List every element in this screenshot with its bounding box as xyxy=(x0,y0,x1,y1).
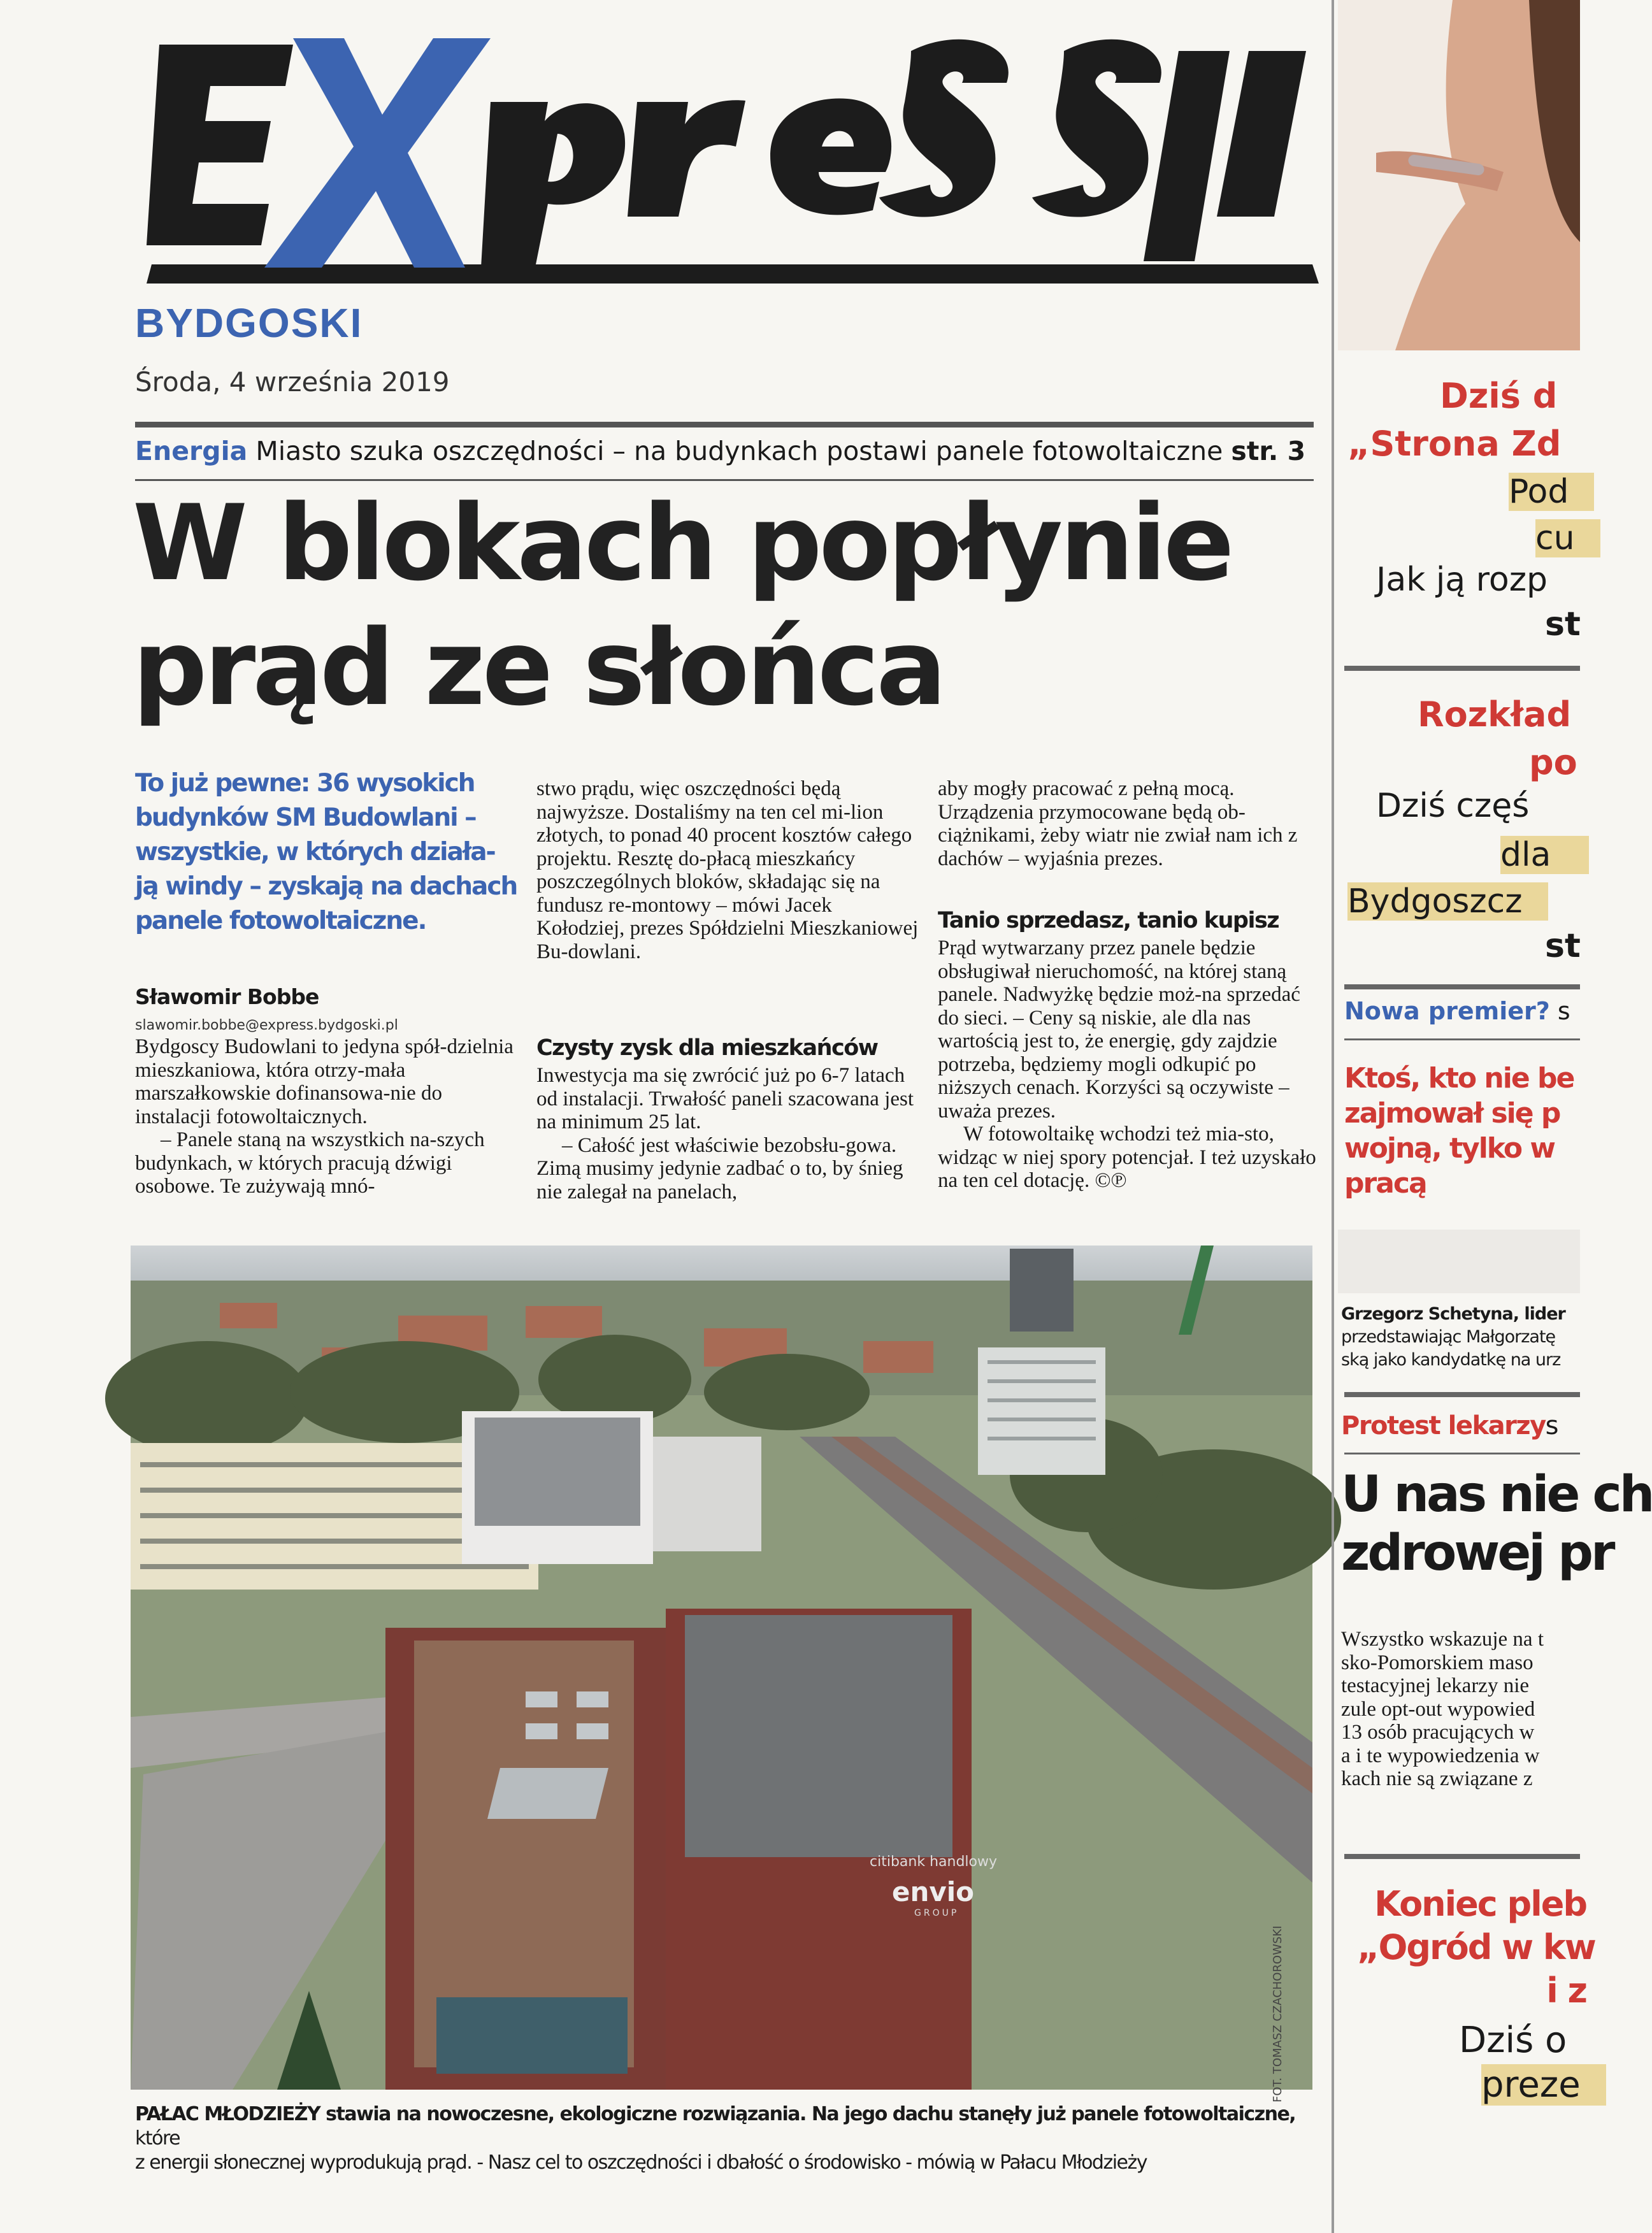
protest-body xyxy=(1341,1628,1544,1791)
promo-3-title xyxy=(1357,1883,1595,2013)
politics-headline xyxy=(1344,1061,1574,1201)
teaser-text: Miasto szuka oszczędności – na budynkach postawi panele fotowoltaiczne xyxy=(255,436,1223,466)
promo-3-title-2: „Ogród w kw xyxy=(1357,1927,1595,1967)
paragraph: – Panele staną na wszystkich na-szych budynkach, w których pracują dźwigi osobowe. Te zużywają mnó- xyxy=(135,1128,485,1198)
column-1-body xyxy=(135,1035,517,1198)
promo-3-line-2: preze xyxy=(1481,2064,1606,2106)
issue-date: Środa, 4 września 2019 xyxy=(135,366,450,398)
schetyna-line-3: ską jako kandydatkę na urz xyxy=(1341,1350,1561,1370)
protest-head-1: U nas nie ch xyxy=(1341,1466,1652,1523)
promo-1-title-2: „Strona Zd xyxy=(1347,424,1562,464)
model-photo xyxy=(1338,0,1580,350)
protest-text-7: kach nie są związane z xyxy=(1341,1767,1533,1790)
building-sign-citibank: citibank handlowy xyxy=(870,1854,997,1870)
promo-2-line-2: dla xyxy=(1500,836,1589,874)
politics-line-2: zajmował się p xyxy=(1344,1097,1560,1130)
photo-caption xyxy=(135,2102,1307,2175)
protest-rest: s xyxy=(1545,1411,1558,1440)
edition-name: BYDGOSKI xyxy=(135,300,363,346)
sidebar xyxy=(1338,0,1652,2233)
column-3-body xyxy=(938,777,1320,870)
promo-2-line-3: Bydgoszcz xyxy=(1347,882,1548,921)
sidebar-rule xyxy=(1344,1453,1580,1454)
promo-2-line-4: st xyxy=(1545,927,1581,965)
headline xyxy=(133,481,1232,731)
promo-3-title-1: Koniec pleb xyxy=(1374,1884,1586,1924)
sidebar-rule xyxy=(1344,1392,1580,1397)
sidebar-rule xyxy=(1344,1038,1580,1040)
protest-text-5: 13 osób pracujących w xyxy=(1341,1721,1535,1744)
sidebar-rule xyxy=(1344,984,1580,989)
promo-1-line-2: cu xyxy=(1535,519,1600,557)
headline-line-2: prąd ze słońca xyxy=(133,607,944,729)
photo-credit: FOT. TOMASZ CZACHOROWSKI xyxy=(1271,1925,1284,2102)
protest-text-1: Wszystko wskazuje na t xyxy=(1341,1628,1544,1651)
promo-2-line-1: Dziś częś xyxy=(1376,787,1530,825)
promo-2-title-1: Rozkład xyxy=(1418,694,1572,735)
protest-text-4: zule opt-out wypowied xyxy=(1341,1697,1535,1721)
column-2-body-2 xyxy=(536,1064,919,1203)
promo-2-title-2: po xyxy=(1529,742,1577,782)
author-name: Sławomir Bobbe xyxy=(135,984,319,1009)
politician-photo xyxy=(1338,1230,1580,1293)
protest-text-6: a i te wypowiedzenia w xyxy=(1341,1744,1540,1767)
teaser-label: Energia xyxy=(135,436,248,466)
protest-teaser xyxy=(1341,1411,1558,1440)
schetyna-bold: Grzegorz Schetyna, lider xyxy=(1341,1304,1565,1324)
protest-headline xyxy=(1341,1465,1652,1583)
protest-text-3: testacyjnej lekarzy nie xyxy=(1341,1674,1530,1697)
caption-rest-1: które xyxy=(135,2127,180,2150)
promo-1-line-3: Jak ją rozp xyxy=(1376,561,1548,599)
masthead xyxy=(134,25,1319,293)
caption-rest-2: z energii słonecznej wyprodukują prąd. - Nasz cel to oszczędności i dbałość o środowisko - mówią w Pałacu Młodzieży xyxy=(135,2151,1147,2174)
promo-3-line-1: Dziś o xyxy=(1459,2020,1567,2061)
promo-1-line-1: Pod xyxy=(1509,473,1594,511)
building-sign-envio: envio xyxy=(892,1876,975,1907)
politics-line-3: wojną, tylko w xyxy=(1344,1132,1555,1165)
premier-label: Nowa premier? xyxy=(1344,997,1550,1025)
paragraph: aby mogły pracować z pełną mocą. Urządzenia przymocowane będą ob-ciążnikami, żeby wiatr nie zwiał nam ich z dachów – wyjaśnia prezes. xyxy=(938,777,1298,870)
teaser-line xyxy=(135,436,1314,466)
promo-3-title-3: i z xyxy=(1546,1971,1586,2011)
article-lead: To już pewne: 36 wysokich budynków SM Budowlani – wszystkie, w których działa-ją windy – zyskają na dachach panele fotowoltaiczne. xyxy=(135,769,517,935)
author-email: slawomir.bobbe@express.bydgoski.pl xyxy=(135,1017,398,1033)
aerial-photo-illustration xyxy=(131,1246,1312,2090)
paragraph: Bydgoscy Budowlani to jedyna spół-dzielnia mieszkaniowa, która otrzy-mała marszałkowskie dofinansowa-nie do instalacji fotowoltaicznych. xyxy=(135,1035,514,1128)
promo-1-title-1: Dziś d xyxy=(1440,376,1558,416)
protest-label: Protest lekarzy xyxy=(1341,1411,1546,1440)
express-logo-graphic xyxy=(134,25,1319,293)
premier-teaser xyxy=(1344,997,1570,1025)
subheading-czysty-zysk: Czysty zysk dla mieszkańców xyxy=(536,1035,878,1061)
protest-head-2: zdrowej pr xyxy=(1341,1525,1613,1582)
teaser-page: str. 3 xyxy=(1231,436,1306,466)
schetyna-line-2: przedstawiając Małgorzatę xyxy=(1341,1327,1556,1347)
protest-text-2: sko-Pomorskiem maso xyxy=(1341,1651,1533,1674)
paragraph: stwo prądu, więc oszczędności będą najwyższe. Dostaliśmy na ten cel mi-lion złotych, to ponad 40 procent kosztów całego projektu. Resztę do-płacą mieszkańcy poszczególnych bloków, składając się na fundusz re-montowy – mówi Jacek Kołodziej, prezes Spółdzielni Mieszkaniowej Bu-dowlani. xyxy=(536,777,919,963)
sidebar-divider xyxy=(1332,0,1334,2233)
article-photo xyxy=(131,1246,1312,2090)
column-2-body xyxy=(536,777,919,963)
paragraph: – Całość jest właściwie bezobsłu-gowa. Zimą musimy jedynie zadbać o to, by śnieg nie zalegał na panelach, xyxy=(536,1133,903,1203)
building-sign-group: GROUP xyxy=(914,1908,959,1918)
politics-line-1: Ktoś, kto nie be xyxy=(1344,1062,1574,1095)
paragraph: W fotowoltaikę wchodzi też mia-sto, widząc w niej spory potencjał. I też uzyskało na ten cel dotację. ©℗ xyxy=(938,1123,1316,1192)
subheading-tanio: Tanio sprzedasz, tanio kupisz xyxy=(938,908,1279,933)
teaser-rule-top xyxy=(135,422,1314,427)
sidebar-rule xyxy=(1344,666,1580,671)
column-3-body-2 xyxy=(938,937,1320,1193)
schetyna-caption xyxy=(1341,1303,1565,1372)
sidebar-rule xyxy=(1344,1854,1580,1859)
caption-bold: PAŁAC MŁODZIEŻY stawia na nowoczesne, ekologiczne rozwiązania. Na jego dachu stanęły już panele fotowoltaiczne, xyxy=(135,2103,1296,2125)
politics-line-4: pracą xyxy=(1344,1167,1426,1200)
paragraph: Inwestycja ma się zwrócić już po 6-7 latach od instalacji. Trwałość paneli szacowana jest na minimum 25 lat. xyxy=(536,1064,914,1133)
promo-1-line-4: st xyxy=(1545,605,1581,643)
premier-rest: s xyxy=(1557,997,1570,1025)
headline-line-1: W blokach popłynie xyxy=(133,482,1232,604)
paragraph: Prąd wytwarzany przez panele będzie obsługiwał nieruchomość, na której staną panele. Nadwyżkę będzie moż-na sprzedać do sieci. – Ceny są niskie, ale dla nas wartością jest to, że energię, gdy zajdzie potrzeba, będziemy mogli odkupić po niższych cenach. Korzyści są oczywiste – uważa prezes. xyxy=(938,937,1300,1123)
